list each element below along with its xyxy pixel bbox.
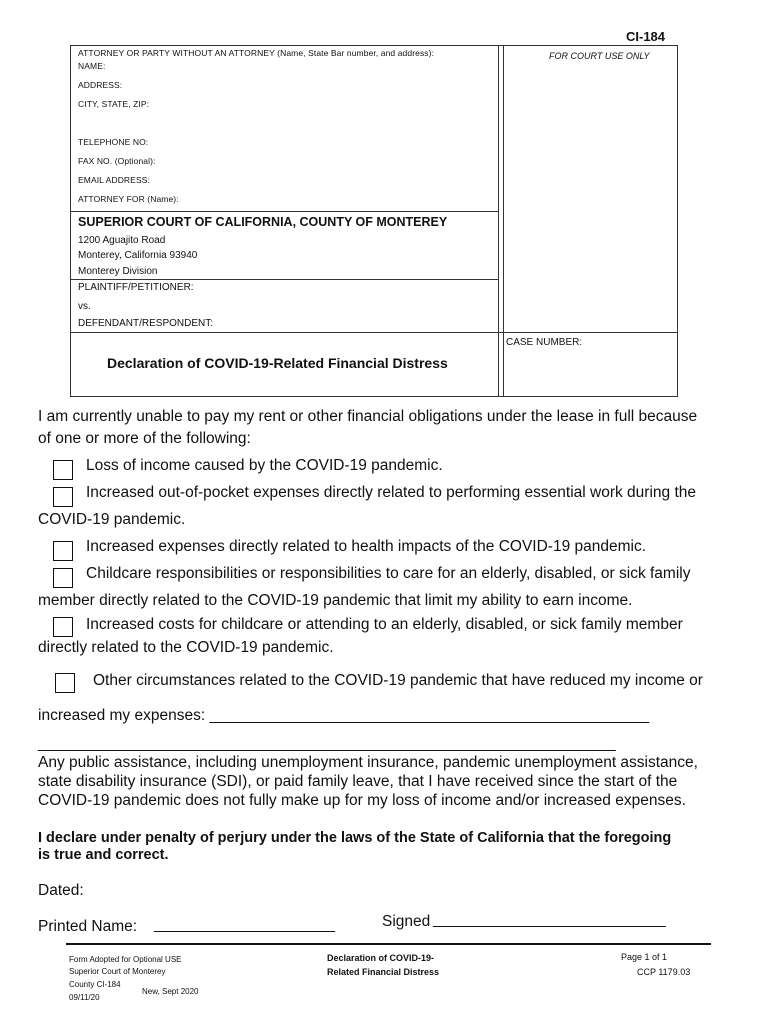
attorney-for-label: ATTORNEY FOR (Name): <box>78 194 179 204</box>
footer-code: CCP 1179.03 <box>637 967 691 977</box>
item-childcare-costs-line-1: Increased costs for childcare or attending to an elderly, disabled, or sick family member <box>86 616 683 633</box>
divider-parties <box>70 279 498 280</box>
checkbox-health-impacts[interactable] <box>53 541 73 561</box>
court-city: Monterey, California 93940 <box>78 250 198 261</box>
footer-adopted-3: County CI-184 <box>69 980 121 989</box>
defendant-label: DEFENDANT/RESPONDENT: <box>78 318 214 329</box>
attorney-heading: ATTORNEY OR PARTY WITHOUT AN ATTORNEY (Name, State Bar number, and address): <box>78 48 435 58</box>
item-essential-work-line-2: COVID-19 pandemic. <box>38 511 186 528</box>
dated-label: Dated: <box>38 882 84 899</box>
form-id: CI-184 <box>626 29 666 44</box>
footer-title-1: Declaration of COVID-19- <box>327 953 435 963</box>
item-other-line-1: Other circumstances related to the COVID-19 pandemic that have reduced my income or <box>93 672 703 689</box>
court-street: 1200 Aguajito Road <box>78 235 166 246</box>
footer-adopted-1: Form Adopted for Optional USE <box>69 955 182 964</box>
telephone-label: TELEPHONE NO: <box>78 137 149 147</box>
court-division: Monterey Division <box>78 266 158 277</box>
vs-label: vs. <box>78 301 91 312</box>
printed-name-field[interactable]: _____________________ <box>154 916 336 933</box>
city-label: CITY, STATE, ZIP: <box>78 99 150 109</box>
case-number-label: CASE NUMBER: <box>506 337 583 348</box>
plaintiff-label: PLAINTIFF/PETITIONER: <box>78 282 194 293</box>
court-use-label: FOR COURT USE ONLY <box>549 51 650 61</box>
footer-page: Page 1 of 1 <box>621 952 668 962</box>
declaration-title: Declaration of COVID-19-Related Financial Distress <box>107 355 448 371</box>
checkbox-childcare[interactable] <box>53 568 73 588</box>
footer-title-2: Related Financial Distress <box>327 967 440 977</box>
intro-line-2: of one or more of the following: <box>38 430 251 447</box>
divider-title <box>70 332 678 333</box>
declaration-line-2: is true and correct. <box>38 847 169 863</box>
assistance-line-2: state disability insurance (SDI), or paid family leave, that I have received since the start of the <box>38 773 678 790</box>
item-childcare-line-1: Childcare responsibilities or responsibilities to care for an elderly, disabled, or sick family <box>86 565 691 582</box>
signed-label: Signed <box>382 913 431 930</box>
printed-name-label: Printed Name: <box>38 918 138 935</box>
footer-adopted-4: 09/11/20 <box>69 993 100 1002</box>
assistance-line-1: Any public assistance, including unemployment insurance, pandemic unemployment assistance, <box>38 754 698 771</box>
email-label: EMAIL ADDRESS: <box>78 175 150 185</box>
item-loss-of-income: Loss of income caused by the COVID-19 pandemic. <box>86 457 443 474</box>
checkbox-essential-work[interactable] <box>53 487 73 507</box>
address-label: ADDRESS: <box>78 80 123 90</box>
declaration-line-1: I declare under penalty of perjury under the laws of the State of California that the foregoing <box>38 830 672 846</box>
item-childcare-costs-line-2: directly related to the COVID-19 pandemic. <box>38 639 334 656</box>
other-blank-line[interactable]: ___________________________________________________________________ <box>38 735 616 752</box>
footer-new-label: New, Sept 2020 <box>142 987 199 996</box>
court-name: SUPERIOR COURT OF CALIFORNIA, COUNTY OF MONTEREY <box>78 215 448 229</box>
signed-field[interactable]: ___________________________ <box>433 911 666 928</box>
footer-adopted-2: Superior Court of Monterey <box>69 967 166 976</box>
checkbox-loss-of-income[interactable] <box>53 460 73 480</box>
item-other-line-2: increased my expenses: ___________________________________________________ <box>38 707 650 724</box>
intro-line-1: I am currently unable to pay my rent or other financial obligations under the lease in full because <box>38 408 698 425</box>
assistance-line-3: COVID-19 pandemic does not fully make up for my loss of income and/or increased expenses. <box>38 792 686 809</box>
fax-label: FAX NO. (Optional): <box>78 156 156 166</box>
item-essential-work-line-1: Increased out-of-pocket expenses directly related to performing essential work during the <box>86 484 696 501</box>
footer-rule <box>66 943 711 945</box>
item-childcare-line-2: member directly related to the COVID-19 pandemic that limit my ability to earn income. <box>38 592 633 609</box>
item-health-impacts: Increased expenses directly related to health impacts of the COVID-19 pandemic. <box>86 538 647 555</box>
divider-court <box>70 211 498 212</box>
checkbox-childcare-costs[interactable] <box>53 617 73 637</box>
name-label: NAME: <box>78 61 106 71</box>
checkbox-other[interactable] <box>55 673 75 693</box>
